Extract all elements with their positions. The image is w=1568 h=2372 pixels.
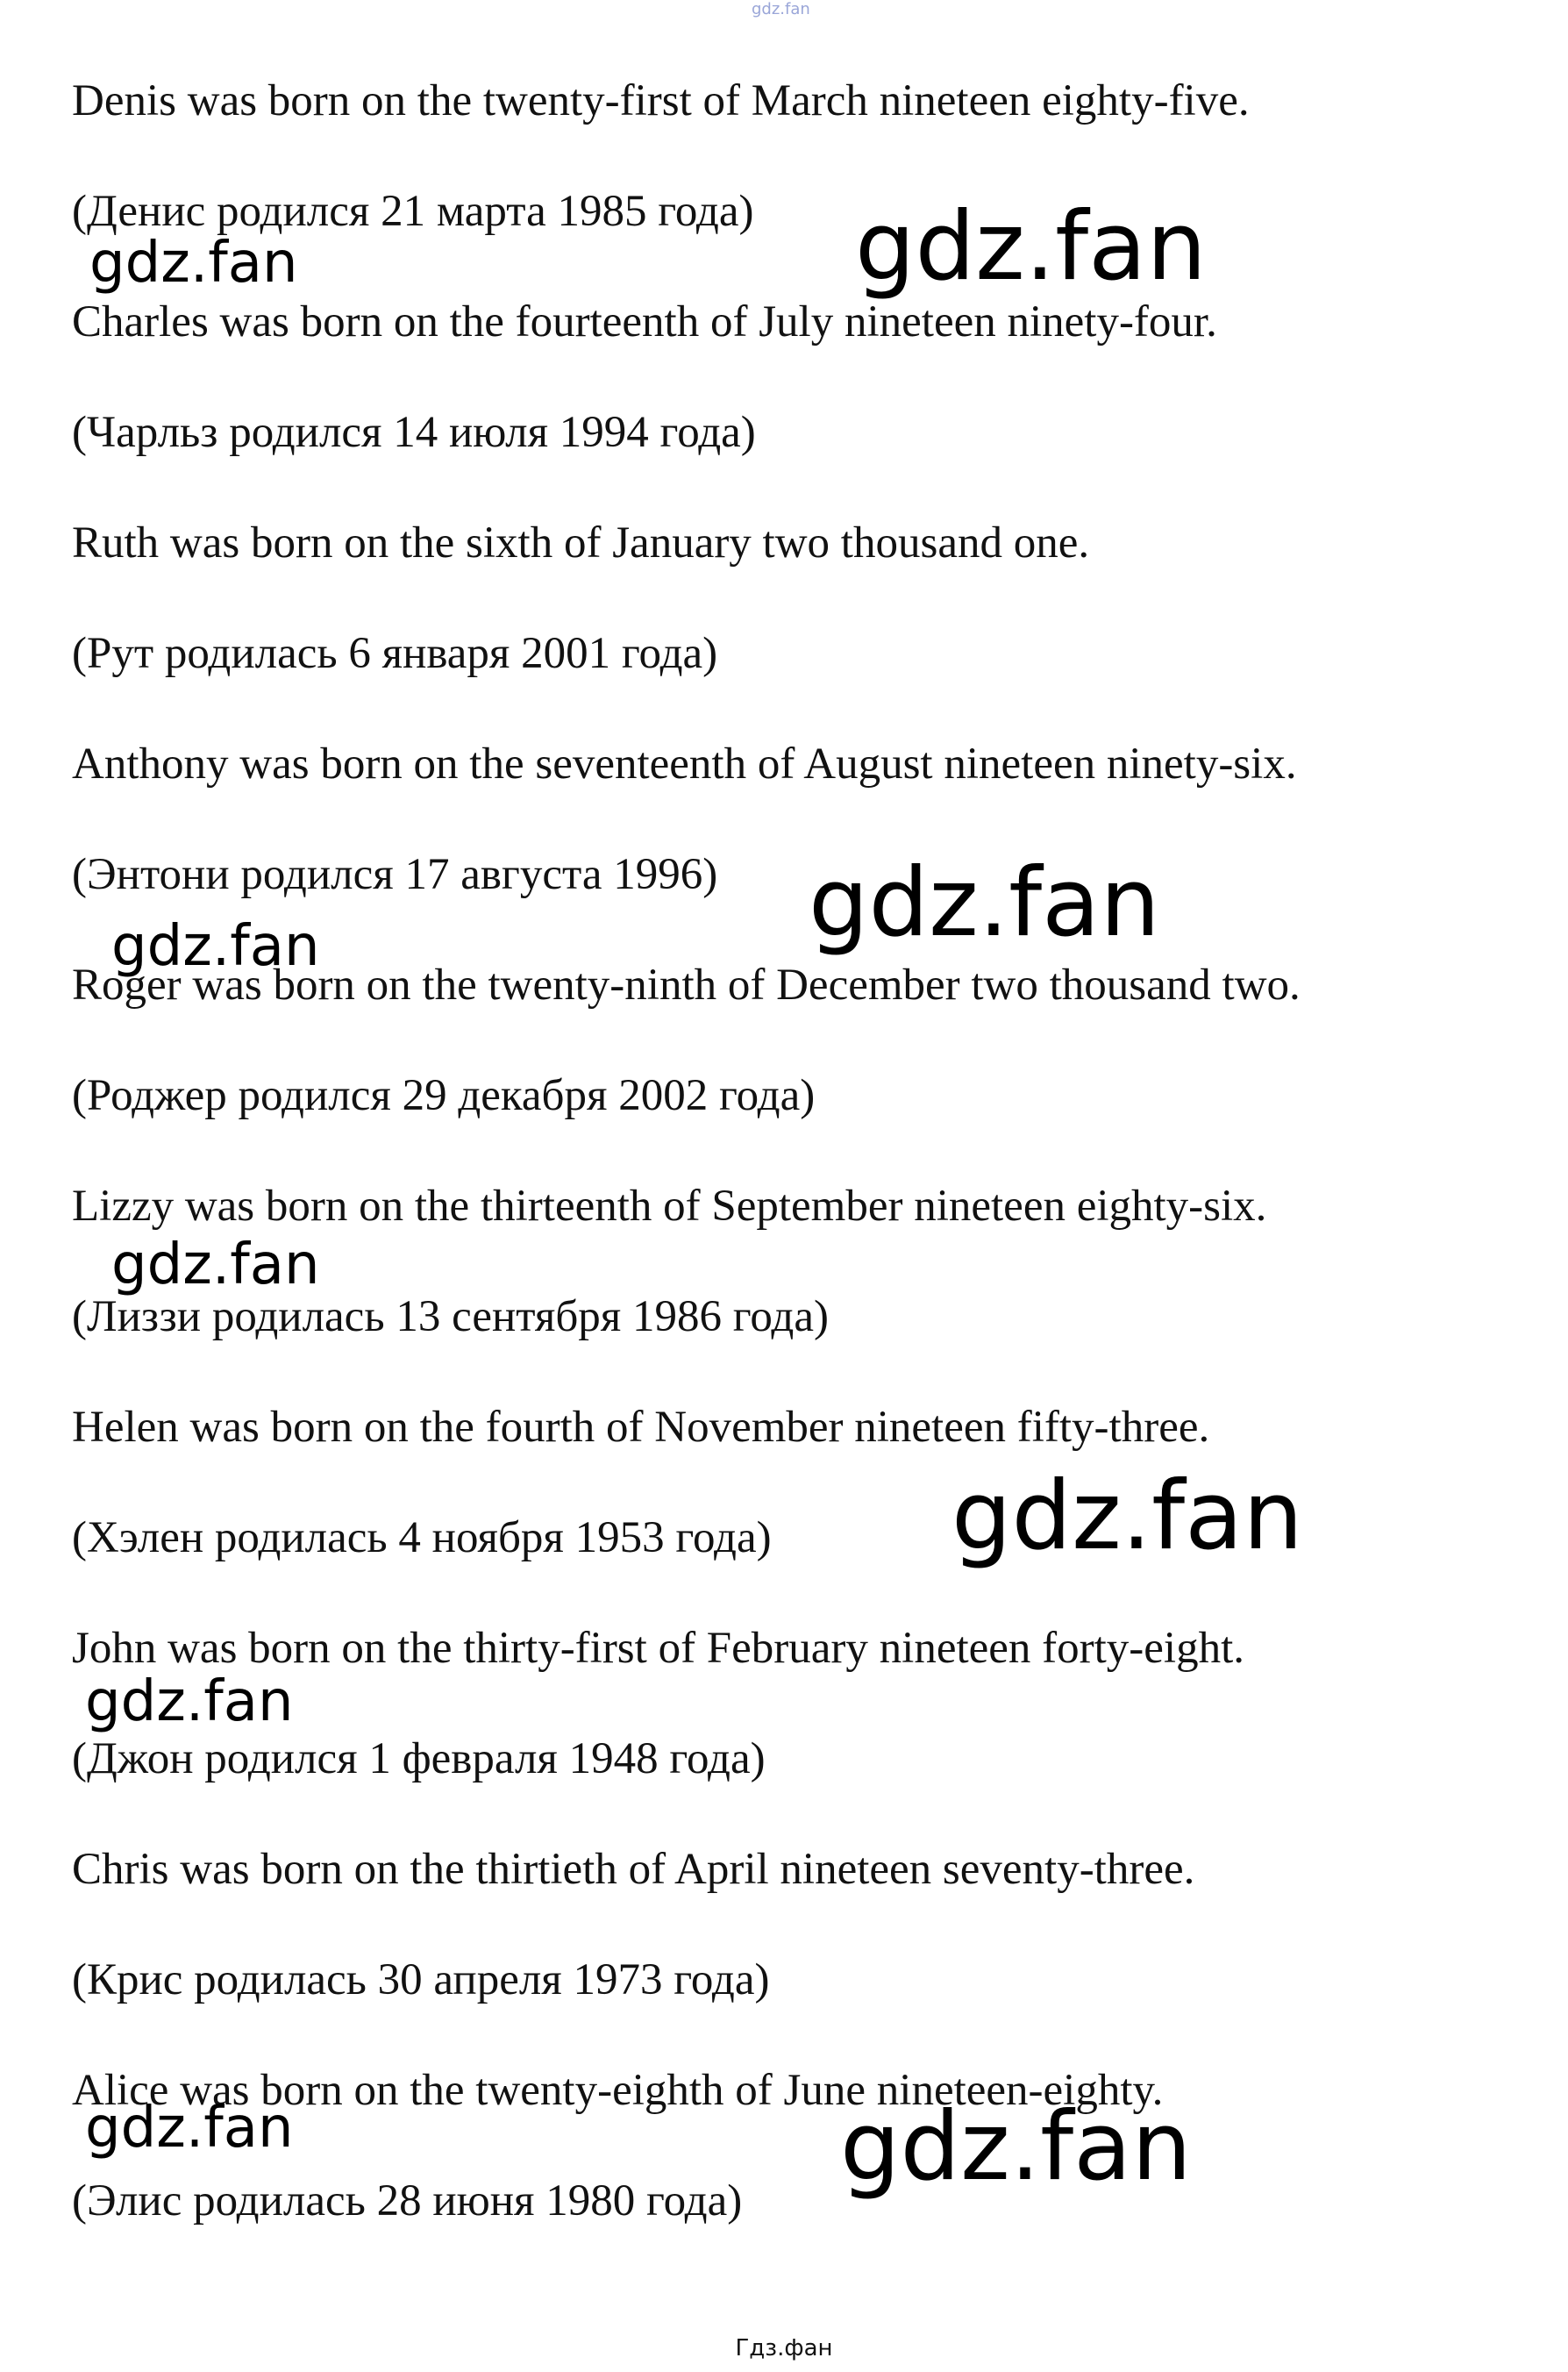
watermark: gdz.fan bbox=[951, 1461, 1303, 1571]
watermark: gdz.fan bbox=[840, 2092, 1192, 2202]
watermark: gdz.fan bbox=[809, 848, 1160, 958]
text-line: John was born on the thirty-first of February nineteen forty-eight. bbox=[72, 1624, 1245, 1673]
text-line: (Лиззи родилась 13 сентября 1986 года) bbox=[72, 1292, 829, 1341]
text-line: Chris was born on the thirtieth of April nineteen seventy-three. bbox=[72, 1845, 1195, 1894]
text-line: (Чарльз родился 14 июля 1994 года) bbox=[72, 408, 756, 457]
watermark: gdz.fan bbox=[85, 2096, 294, 2161]
text-line: (Рут родилась 6 января 2001 года) bbox=[72, 629, 718, 678]
text-line: (Элис родилась 28 июня 1980 года) bbox=[72, 2176, 743, 2226]
text-line: (Крис родилась 30 апреля 1973 года) bbox=[72, 1955, 770, 2004]
watermark: gdz.fan bbox=[111, 1232, 320, 1297]
text-line: Anthony was born on the seventeenth of August nineteen ninety-six. bbox=[72, 739, 1297, 789]
text-line: Denis was born on the twenty-first of March nineteen eighty-five. bbox=[72, 76, 1250, 125]
text-line: (Энтони родился 17 августа 1996) bbox=[72, 850, 718, 899]
text-line: Roger was born on the twenty-ninth of December two thousand two. bbox=[72, 961, 1301, 1010]
header-watermark: gdz.fan bbox=[752, 0, 810, 18]
watermark: gdz.fan bbox=[85, 1669, 294, 1734]
text-line: (Джон родился 1 февраля 1948 года) bbox=[72, 1734, 766, 1783]
text-line: Helen was born on the fourth of November nineteen fifty-three. bbox=[72, 1403, 1210, 1452]
footer-watermark: Гдз.фан bbox=[735, 2335, 833, 2361]
watermark: gdz.fan bbox=[111, 914, 320, 979]
watermark: gdz.fan bbox=[89, 231, 298, 296]
text-line: Lizzy was born on the thirteenth of September nineteen eighty-six. bbox=[72, 1182, 1267, 1231]
watermark: gdz.fan bbox=[855, 192, 1207, 302]
text-line: (Денис родился 21 марта 1985 года) bbox=[72, 187, 754, 236]
text-line: Alice was born on the twenty-eighth of June nineteen-eighty. bbox=[72, 2066, 1164, 2115]
text-line: Charles was born on the fourteenth of July nineteen ninety-four. bbox=[72, 297, 1217, 347]
text-line: (Хэлен родилась 4 ноября 1953 года) bbox=[72, 1513, 772, 1562]
text-line: (Роджер родился 29 декабря 2002 года) bbox=[72, 1071, 816, 1120]
text-line: Ruth was born on the sixth of January two thousand one. bbox=[72, 518, 1090, 568]
